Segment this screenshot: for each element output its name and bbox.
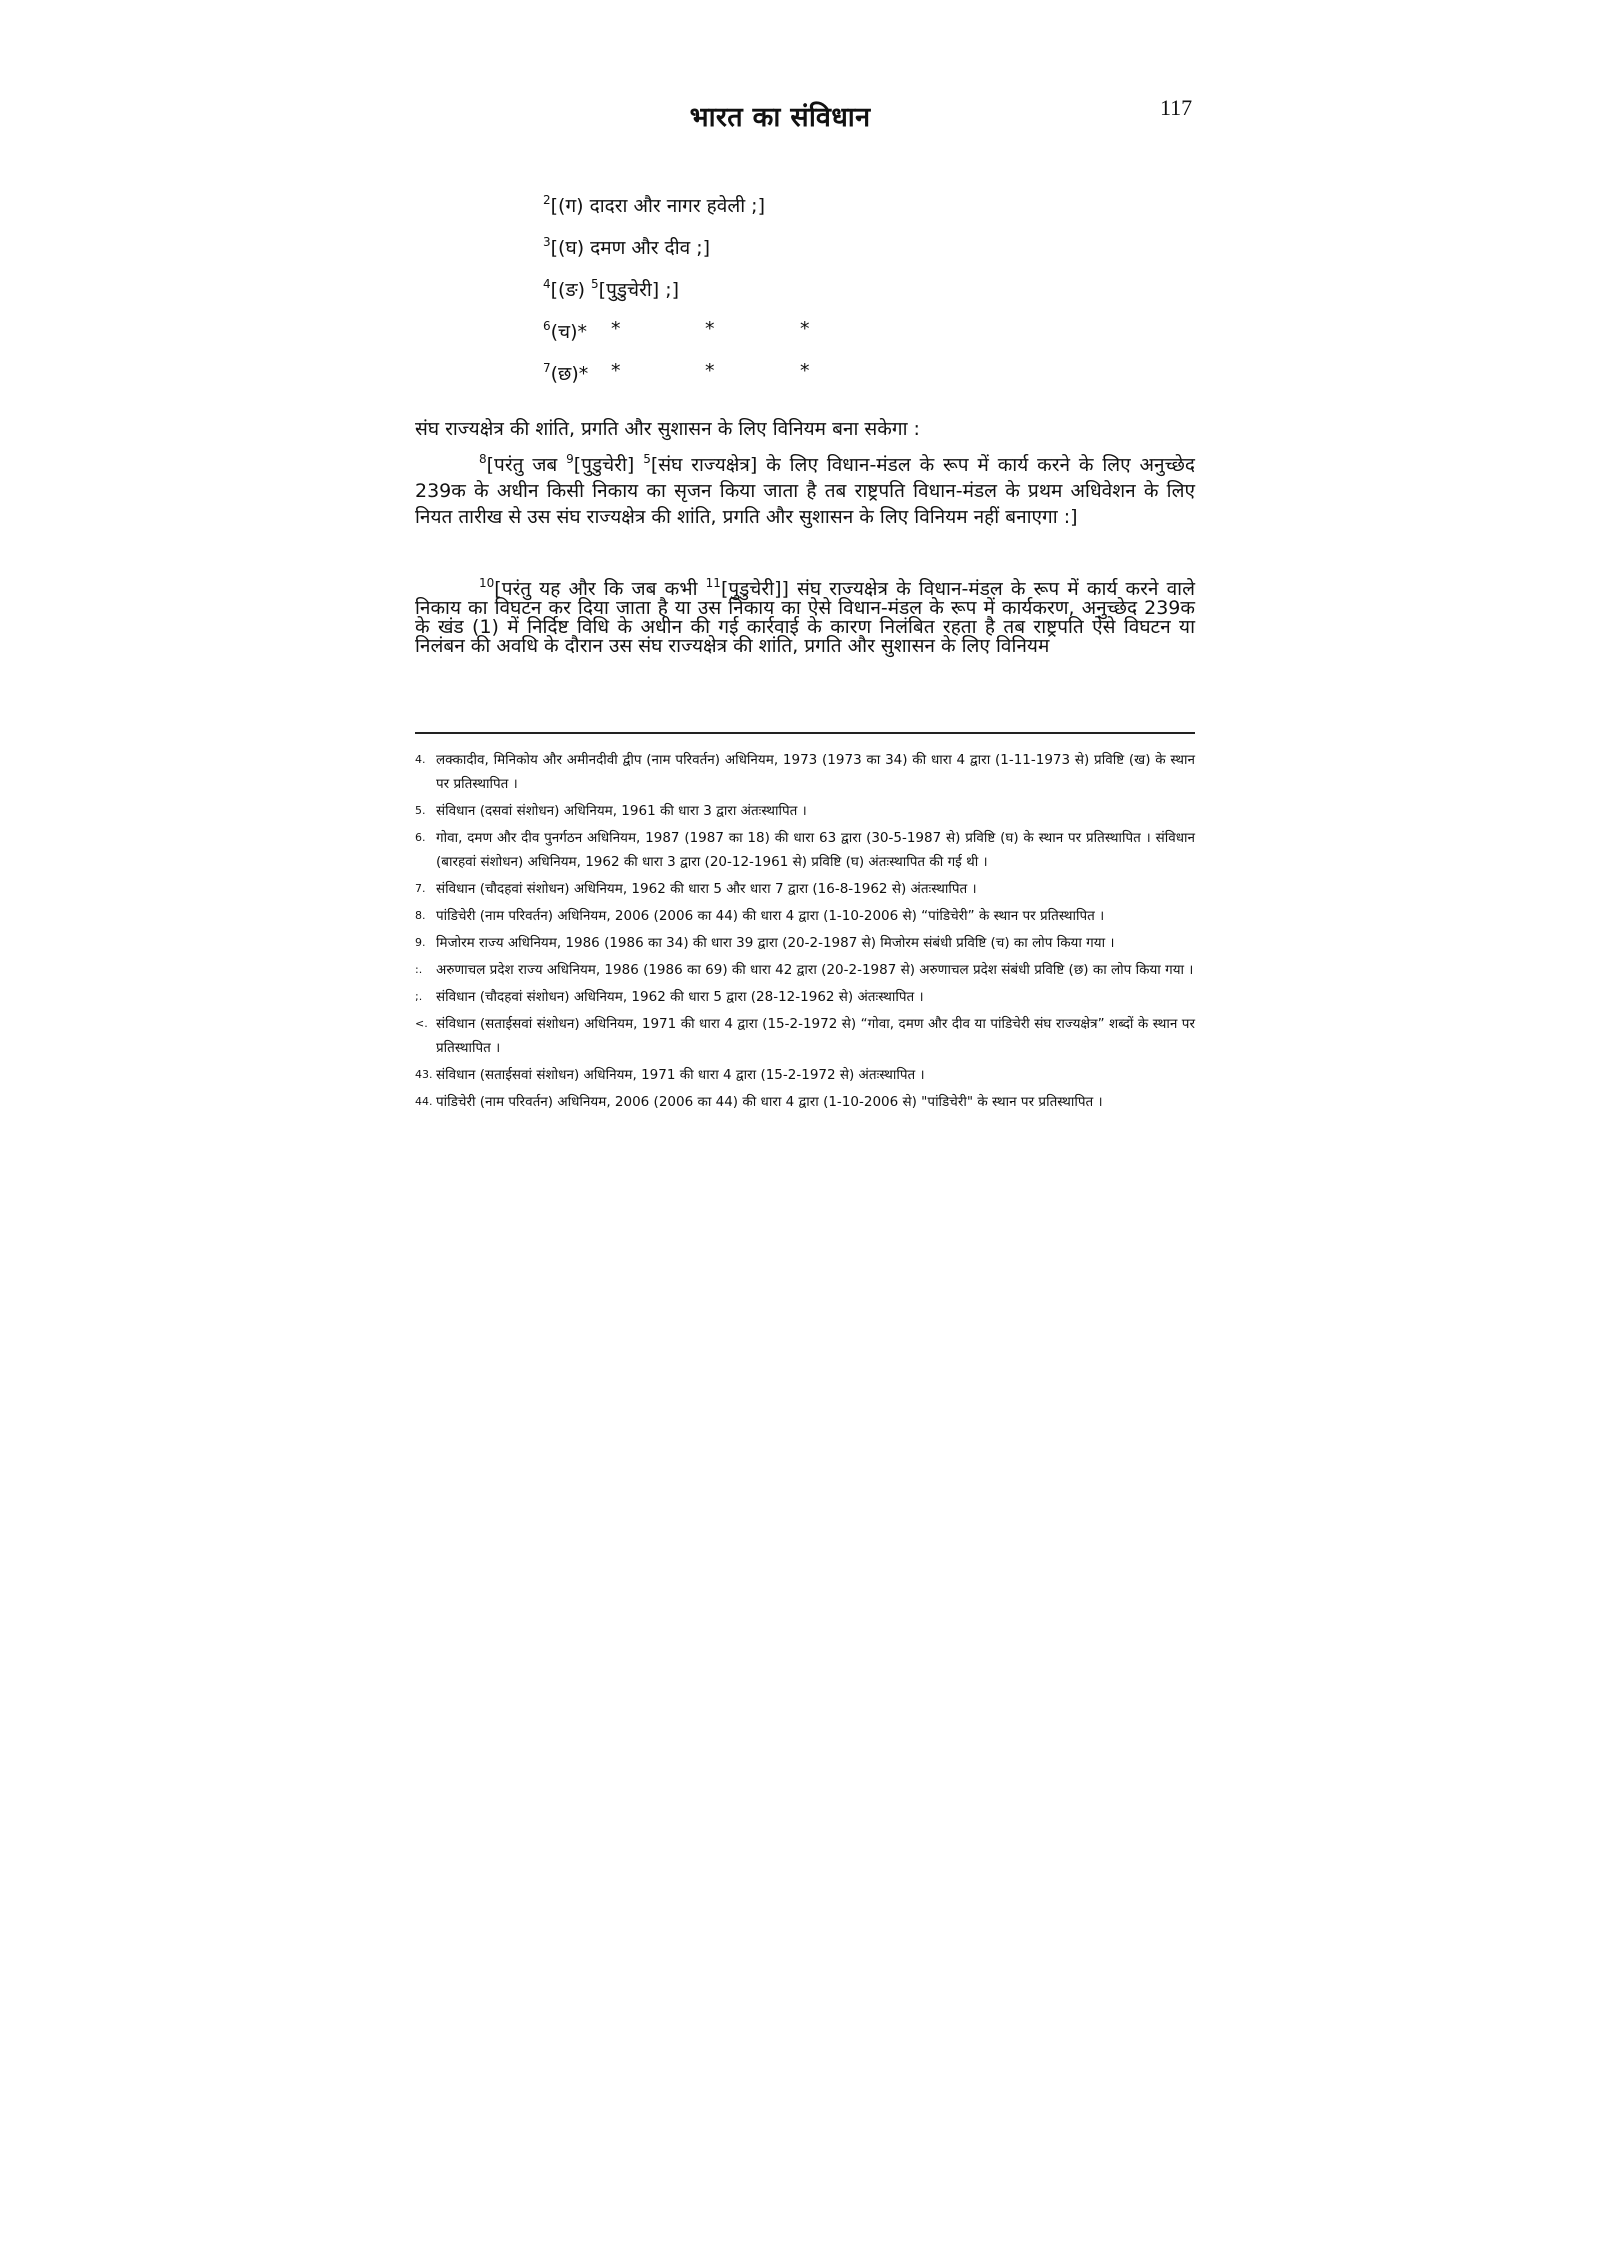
lead-clause: संघ राज्यक्षेत्र की शांति, प्रगति और सुशासन के लिए विनियम बना सकेगा : [415,418,920,440]
proviso-paragraph-2 [415,576,1195,657]
footnote-marker: :. [415,963,423,976]
footnote-ref: 7 [543,361,551,375]
list-item-text [543,234,710,260]
footnote-text: संविधान (चौदहवां संशोधन) अधिनियम, 1962 की धारा 5 द्वारा (28-12-1962 से) अंतःस्थापित । [436,989,924,1005]
footnote-ref: 5 [643,452,651,466]
page-title: भारत का संविधान [689,102,871,133]
footnote-marker: 5. [415,804,426,817]
footnote [415,958,1195,982]
footnote-ref: 9 [566,452,574,466]
footnote-marker: 4. [415,753,426,766]
footnote-text: पांडिचेरी (नाम परिवर्तन) अधिनियम, 2006 (2006 का 44) की धारा 4 द्वारा (1-10-2006 से) "पांडिचेरी" के स्थान पर प्रतिस्थापित । [436,1094,1103,1110]
footnote-ref: 4 [543,277,551,291]
footnote [415,1012,1195,1060]
footnote-text: गोवा, दमण और दीव पुनर्गठन अधिनियम, 1987 (1987 का 18) की धारा 63 द्वारा (30-5-1987 से) प्रविष्टि (घ) के स्थान पर प्रतिस्थापित । संविधान (बारहवां संशोधन) अधिनियम, 1962 की धारा 3 द्वारा (20-12-1961 से) प्रविष्टि (घ) अंतःस्थापित की गई थी । [436,830,1195,870]
footnote [415,1090,1195,1114]
footnote [415,877,1195,901]
list-item-label: [(घ) दमण और दीव ;] [550,237,711,259]
omission-star: * [705,360,715,382]
omission-star: * [800,360,810,382]
list-item-label: [पुडुचेरी] ;] [598,279,680,301]
footnote-text: संविधान (सताईसवां संशोधन) अधिनियम, 1971 की धारा 4 द्वारा (15-2-1972 से) “गोवा, दमण और दीव या पांडिचेरी संघ राज्यक्षेत्र” शब्दों के स्थान पर प्रतिस्थापित । [436,1016,1195,1056]
footnote-text: संविधान (दसवां संशोधन) अधिनियम, 1961 की धारा 3 द्वारा अंतःस्थापित । [436,803,807,819]
footnote-ref: 11 [705,576,721,590]
footnote-text: अरुणाचल प्रदेश राज्य अधिनियम, 1986 (1986 का 69) की धारा 42 द्वारा (20-2-1987 से) अरुणाचल प्रदेश संबंधी प्रविष्टि (छ) का लोप किया गया । [436,962,1194,978]
omission-star: * [800,318,810,340]
footnote-marker: 44. [415,1095,433,1108]
footnote-ref: 6 [543,319,551,333]
footnote [415,1063,1195,1087]
footnote [415,748,1195,796]
list-item-label: [(ग) दादरा और नागर हवेली ;] [550,195,765,217]
footnote [415,985,1195,1009]
footnote-marker: 43. [415,1068,433,1081]
footnote-ref: 8 [479,452,487,466]
list-item-label: [(ङ) [550,279,592,301]
footnote-ref: 2 [543,193,551,207]
proviso-text: [परंतु जब [486,454,567,476]
footnote [415,904,1195,928]
footnote-text: संविधान (चौदहवां संशोधन) अधिनियम, 1962 की धारा 5 और धारा 7 द्वारा (16-8-1962 से) अंतःस्थापित । [436,881,977,897]
list-item-text [543,360,588,386]
page-number: 117 [1160,95,1193,120]
footnote-marker: ;. [415,990,423,1003]
footnotes [415,748,1195,1117]
footnote-ref: 5 [591,277,599,291]
footnote [415,931,1195,955]
footnote [415,799,1195,823]
proviso-paragraph-1 [415,452,1195,530]
list-item-label: (छ)* [550,363,589,385]
footnote-ref: 10 [479,576,495,590]
proviso-text: [पुडुचेरी] [573,454,644,476]
footnote-text: लक्कादीव, मिनिकोय और अमीनदीवी द्वीप (नाम परिवर्तन) अधिनियम, 1973 (1973 का 34) की धारा 4 द्वारा (1-11-1973 से) प्रविष्टि (ख) के स्थान पर प्रतिस्थापित । [436,752,1195,792]
list-item-text [543,318,587,344]
proviso-text: [पुडुचेरी]] संघ राज्यक्षेत्र के विधान-मंडल के रूप में कार्य करने वाले निकाय का विघटन कर दिया जाता है या उस निकाय का ऐसे विधान-मंडल के रूप में कार्यकरण, अनुच्छेद 239क के खंड (1) में निर्दिष्ट विधि के अधीन की गई कार्रवाई के कारण निलंबित रहता है तब राष्ट्रपति ऐसे विघटन या निलंबन की अवधि के दौरान उस संघ राज्यक्षेत्र की शांति, प्रगति और सुशासन के लिए विनियम [415,578,1195,657]
footnote-text: पांडिचेरी (नाम परिवर्तन) अधिनियम, 2006 (2006 का 44) की धारा 4 द्वारा (1-10-2006 से) “पांडिचेरी” के स्थान पर प्रतिस्थापित । [436,908,1105,924]
proviso-text: [परंतु यह और कि जब कभी [494,578,706,600]
list-item-text [543,276,679,302]
omission-star: * [705,318,715,340]
list-item-text [543,192,765,218]
footnote-ref: 3 [543,235,551,249]
footnote-text: संविधान (सताईसवां संशोधन) अधिनियम, 1971 की धारा 4 द्वारा (15-2-1972 से) अंतःस्थापित । [436,1067,925,1083]
footnote-marker: 6. [415,831,426,844]
footnote-text: मिजोरम राज्य अधिनियम, 1986 (1986 का 34) की धारा 39 द्वारा (20-2-1987 से) मिजोरम संबंधी प्रविष्टि (च) का लोप किया गया । [436,935,1115,951]
omission-star: * [611,360,621,382]
footnote [415,826,1195,874]
footnote-marker: 9. [415,936,426,949]
footnote-marker: 7. [415,882,426,895]
list-item-label: (च)* [550,321,588,343]
proviso-text: [संघ राज्यक्षेत्र] के लिए विधान-मंडल के रूप में कार्य करने के लिए अनुच्छेद 239क के अधीन किसी निकाय का सृजन किया जाता है तब राष्ट्रपति विधान-मंडल के प्रथम अधिवेशन के लिए नियत तारीख से उस संघ राज्यक्षेत्र की शांति, प्रगति और सुशासन के लिए विनियम नहीं बनाएगा :] [415,454,1195,528]
footnote-divider [415,732,1195,734]
footnote-marker: 8. [415,909,426,922]
omission-star: * [611,318,621,340]
footnote-marker: <. [415,1017,428,1030]
